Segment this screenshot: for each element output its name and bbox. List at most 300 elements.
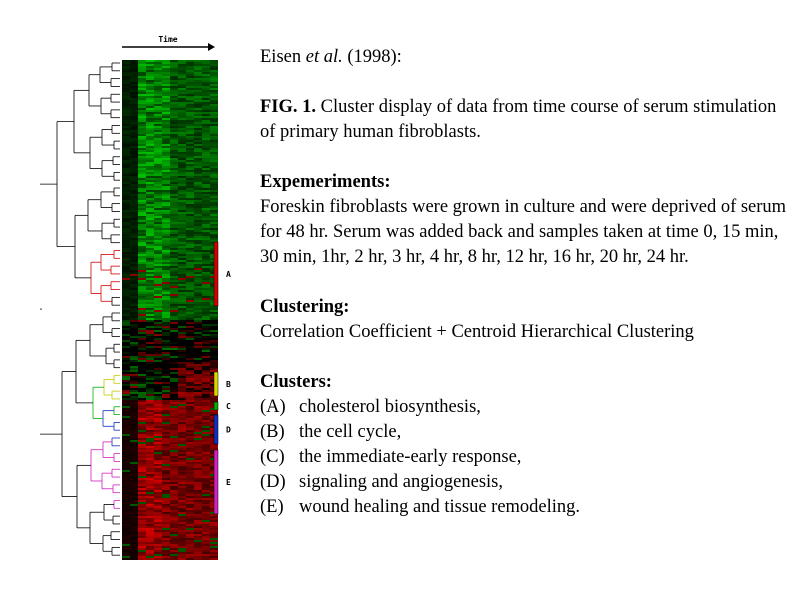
heatmap-cell xyxy=(178,376,186,378)
heatmap-cell xyxy=(130,368,138,370)
heatmap-cell xyxy=(130,260,138,262)
heatmap-cell xyxy=(170,126,178,128)
heatmap-cell xyxy=(162,288,170,290)
heatmap-cell xyxy=(154,510,162,512)
heatmap-cell xyxy=(170,314,178,316)
heatmap-cell xyxy=(178,166,186,168)
heatmap-cell xyxy=(146,88,154,90)
heatmap-cell xyxy=(154,90,162,92)
heatmap-cell xyxy=(130,312,138,314)
heatmap-cell xyxy=(170,252,178,254)
heatmap-cell xyxy=(154,476,162,478)
heatmap-cell xyxy=(170,448,178,450)
heatmap-cell xyxy=(194,304,202,306)
heatmap-cell xyxy=(154,428,162,430)
heatmap-cell xyxy=(162,474,170,476)
heatmap-cell xyxy=(202,188,210,190)
heatmap-cell xyxy=(186,272,194,274)
heatmap-cell xyxy=(138,558,146,560)
heatmap-cell xyxy=(122,94,130,96)
heatmap-cell xyxy=(202,240,210,242)
heatmap-cell xyxy=(202,274,210,276)
heatmap-cell xyxy=(130,428,138,430)
heatmap-cell xyxy=(122,278,130,280)
heatmap-cell xyxy=(186,146,194,148)
heatmap-cell xyxy=(122,64,130,66)
heatmap-cell xyxy=(146,244,154,246)
heatmap-cell xyxy=(138,510,146,512)
heatmap-cell xyxy=(210,214,218,216)
heatmap-cell xyxy=(202,462,210,464)
heatmap-cell xyxy=(202,454,210,456)
heatmap-cell xyxy=(154,464,162,466)
heatmap-cell xyxy=(162,108,170,110)
heatmap-cell xyxy=(194,76,202,78)
heatmap-cell xyxy=(186,184,194,186)
heatmap-cell xyxy=(202,322,210,324)
heatmap-cell xyxy=(154,152,162,154)
heatmap-cell xyxy=(146,506,154,508)
heatmap-cell xyxy=(202,304,210,306)
heatmap-cell xyxy=(186,512,194,514)
heatmap-cell xyxy=(154,328,162,330)
heatmap-cell xyxy=(202,290,210,292)
heatmap-cell xyxy=(170,108,178,110)
heatmap-cell xyxy=(178,132,186,134)
heatmap-cell xyxy=(178,528,186,530)
heatmap-cell xyxy=(210,98,218,100)
heatmap-cell xyxy=(170,494,178,496)
heatmap-cell xyxy=(162,168,170,170)
heatmap-cell xyxy=(170,414,178,416)
heatmap-cell xyxy=(202,148,210,150)
heatmap-cell xyxy=(138,352,146,354)
heatmap-cell xyxy=(170,416,178,418)
heatmap-cell xyxy=(210,444,218,446)
heatmap-cell xyxy=(154,202,162,204)
heatmap-cell xyxy=(138,532,146,534)
heatmap-cell xyxy=(130,122,138,124)
heatmap-cell xyxy=(162,364,170,366)
heatmap-cell xyxy=(210,334,218,336)
heatmap-cell xyxy=(138,170,146,172)
heatmap-cell xyxy=(178,520,186,522)
heatmap-cell xyxy=(154,140,162,142)
heatmap-cell xyxy=(186,94,194,96)
heatmap-cell xyxy=(210,140,218,142)
heatmap-cell xyxy=(194,158,202,160)
heatmap-cell xyxy=(130,366,138,368)
heatmap-cell xyxy=(170,268,178,270)
heatmap-cell xyxy=(202,96,210,98)
heatmap-cell xyxy=(210,120,218,122)
heatmap-cell xyxy=(210,224,218,226)
heatmap-cell xyxy=(122,168,130,170)
heatmap-cell xyxy=(162,76,170,78)
heatmap-cell xyxy=(194,132,202,134)
heatmap-cell xyxy=(122,60,130,62)
heatmap-cell xyxy=(130,236,138,238)
heatmap-cell xyxy=(210,148,218,150)
heatmap-cell xyxy=(170,106,178,108)
heatmap-cell xyxy=(154,276,162,278)
heatmap-cell xyxy=(162,362,170,364)
heatmap-cell xyxy=(186,78,194,80)
heatmap-cell xyxy=(202,456,210,458)
heatmap-cell xyxy=(130,498,138,500)
heatmap-cell xyxy=(154,558,162,560)
heatmap-cell xyxy=(146,82,154,84)
heatmap-cell xyxy=(162,112,170,114)
heatmap-cell xyxy=(210,80,218,82)
heatmap-cell xyxy=(146,302,154,304)
heatmap-cell xyxy=(154,502,162,504)
heatmap-cell xyxy=(122,296,130,298)
heatmap-cell xyxy=(138,356,146,358)
heatmap-cell xyxy=(202,508,210,510)
heatmap-cell xyxy=(186,360,194,362)
heatmap-cell xyxy=(210,348,218,350)
heatmap-cell xyxy=(154,422,162,424)
heatmap-cell xyxy=(186,312,194,314)
heatmap-cell xyxy=(162,214,170,216)
heatmap-cell xyxy=(202,128,210,130)
heatmap-cell xyxy=(122,110,130,112)
heatmap-cell xyxy=(138,542,146,544)
heatmap-cell xyxy=(154,366,162,368)
heatmap-cell xyxy=(154,142,162,144)
heatmap-cell xyxy=(154,506,162,508)
heatmap-cell xyxy=(122,154,130,156)
heatmap-cell xyxy=(122,354,130,356)
heatmap-cell xyxy=(122,184,130,186)
heatmap-cell xyxy=(178,368,186,370)
heatmap-cell xyxy=(122,240,130,242)
heatmap-cell xyxy=(194,110,202,112)
heatmap-cell xyxy=(186,374,194,376)
heatmap-cell xyxy=(210,396,218,398)
heatmap-cell xyxy=(194,204,202,206)
dendrogram xyxy=(40,63,120,555)
heatmap-cell xyxy=(146,394,154,396)
heatmap-cell xyxy=(122,122,130,124)
heatmap-cell xyxy=(170,204,178,206)
heatmap-cell xyxy=(178,186,186,188)
cluster-item xyxy=(260,420,790,445)
heatmap-cell xyxy=(162,386,170,388)
heatmap-cell xyxy=(194,120,202,122)
heatmap-cell xyxy=(178,254,186,256)
heatmap-cell xyxy=(202,94,210,96)
heatmap-cell xyxy=(162,98,170,100)
heatmap-cell xyxy=(162,400,170,402)
heatmap-cell xyxy=(154,354,162,356)
heatmap-cell xyxy=(178,64,186,66)
heatmap-cell xyxy=(122,448,130,450)
heatmap-cell xyxy=(154,526,162,528)
heatmap-cell xyxy=(202,228,210,230)
heatmap-cell xyxy=(138,394,146,396)
heatmap-cell xyxy=(154,114,162,116)
heatmap-cell xyxy=(178,106,186,108)
heatmap-cell xyxy=(154,490,162,492)
heatmap-cell xyxy=(130,468,138,470)
heatmap-cell xyxy=(138,242,146,244)
heatmap-cell xyxy=(178,462,186,464)
heatmap-cell xyxy=(202,442,210,444)
heatmap-cell xyxy=(194,346,202,348)
heatmap-cell xyxy=(122,92,130,94)
heatmap-cell xyxy=(130,412,138,414)
heatmap-cell xyxy=(210,184,218,186)
heatmap-cell xyxy=(130,230,138,232)
heatmap-cell xyxy=(122,272,130,274)
heatmap-cell xyxy=(138,322,146,324)
heatmap-cell xyxy=(194,508,202,510)
heatmap-cell xyxy=(130,252,138,254)
heatmap-cell xyxy=(194,468,202,470)
heatmap-cell xyxy=(178,110,186,112)
heatmap-cell xyxy=(154,286,162,288)
heatmap-cell xyxy=(202,270,210,272)
heatmap-cell xyxy=(162,262,170,264)
heatmap-cell xyxy=(178,342,186,344)
heatmap-cell xyxy=(122,430,130,432)
heatmap-cell xyxy=(138,226,146,228)
heatmap-cell xyxy=(122,194,130,196)
heatmap-cell xyxy=(194,398,202,400)
heatmap-cell xyxy=(178,96,186,98)
heatmap-cell xyxy=(202,272,210,274)
heatmap-cell xyxy=(194,98,202,100)
heatmap-cell xyxy=(130,462,138,464)
heatmap-cell xyxy=(154,504,162,506)
heatmap-cell xyxy=(202,520,210,522)
heatmap-cell xyxy=(178,416,186,418)
heatmap-cell xyxy=(186,188,194,190)
heatmap-cell xyxy=(138,160,146,162)
heatmap-cell xyxy=(154,184,162,186)
heatmap-cell xyxy=(138,362,146,364)
heatmap-cell xyxy=(146,152,154,154)
heatmap-cell xyxy=(186,494,194,496)
heatmap-cell xyxy=(154,334,162,336)
heatmap-cell xyxy=(122,96,130,98)
heatmap-cell xyxy=(146,214,154,216)
heatmap-cell xyxy=(210,110,218,112)
heatmap-cell xyxy=(162,182,170,184)
heatmap-cell xyxy=(138,174,146,176)
heatmap-cell xyxy=(146,390,154,392)
heatmap-cell xyxy=(138,76,146,78)
heatmap-cell xyxy=(138,348,146,350)
heatmap-cell xyxy=(146,410,154,412)
heatmap-cell xyxy=(138,534,146,536)
heatmap-cell xyxy=(186,536,194,538)
heatmap-cell xyxy=(170,288,178,290)
heatmap-cell xyxy=(154,392,162,394)
heatmap-cell xyxy=(186,68,194,70)
heatmap-cell xyxy=(194,296,202,298)
heatmap-cell xyxy=(202,184,210,186)
heatmap-cell xyxy=(194,474,202,476)
heatmap-cell xyxy=(154,122,162,124)
heatmap-cell xyxy=(194,420,202,422)
heatmap-cell xyxy=(178,292,186,294)
heatmap-cell xyxy=(194,122,202,124)
heatmap-cell xyxy=(170,544,178,546)
heatmap-cell xyxy=(202,432,210,434)
cluster-bar xyxy=(214,372,218,396)
heatmap-cell xyxy=(210,360,218,362)
heatmap-cell xyxy=(138,488,146,490)
heatmap-cell xyxy=(162,270,170,272)
heatmap-cell xyxy=(194,370,202,372)
heatmap-cell xyxy=(122,196,130,198)
heatmap-cell xyxy=(162,74,170,76)
heatmap-cell xyxy=(138,204,146,206)
heatmap-cell xyxy=(186,532,194,534)
heatmap-cell xyxy=(210,96,218,98)
heatmap-cell xyxy=(154,116,162,118)
heatmap-cell xyxy=(170,258,178,260)
heatmap-cell xyxy=(146,484,154,486)
heatmap-cell xyxy=(202,256,210,258)
heatmap-cell xyxy=(146,124,154,126)
heatmap-cell xyxy=(194,388,202,390)
heatmap-cell xyxy=(194,232,202,234)
heatmap-cell xyxy=(178,482,186,484)
heatmap-cell xyxy=(162,180,170,182)
heatmap-cell xyxy=(202,358,210,360)
heatmap-cell xyxy=(130,192,138,194)
heatmap-cell xyxy=(194,164,202,166)
heatmap-cell xyxy=(146,350,154,352)
heatmap-cell xyxy=(154,338,162,340)
heatmap-cell xyxy=(162,500,170,502)
heatmap-cell xyxy=(138,148,146,150)
heatmap-cell xyxy=(154,446,162,448)
heatmap-cell xyxy=(178,550,186,552)
heatmap-cell xyxy=(122,112,130,114)
heatmap-cell xyxy=(170,136,178,138)
heatmap-cell xyxy=(186,266,194,268)
heatmap-cell xyxy=(138,80,146,82)
heatmap-cell xyxy=(178,424,186,426)
heatmap-cell xyxy=(122,494,130,496)
heatmap-cell xyxy=(210,218,218,220)
heatmap-cell xyxy=(138,202,146,204)
heatmap-cell xyxy=(178,114,186,116)
heatmap-cell xyxy=(194,174,202,176)
heatmap-cell xyxy=(178,546,186,548)
heatmap-cell xyxy=(210,166,218,168)
heatmap-cell xyxy=(186,228,194,230)
heatmap-cell xyxy=(178,152,186,154)
heatmap-cell xyxy=(122,348,130,350)
heatmap-cell xyxy=(154,166,162,168)
heatmap-cell xyxy=(170,190,178,192)
heatmap-cell xyxy=(162,260,170,262)
heatmap-cell xyxy=(138,346,146,348)
heatmap-cell xyxy=(178,120,186,122)
heatmap-cell xyxy=(186,298,194,300)
heatmap-cell xyxy=(138,256,146,258)
heatmap-cell xyxy=(138,380,146,382)
heatmap-cell xyxy=(130,400,138,402)
heatmap-cell xyxy=(146,158,154,160)
heatmap-cell xyxy=(138,104,146,106)
heatmap-cell xyxy=(130,288,138,290)
heatmap-cell xyxy=(122,182,130,184)
heatmap-cell xyxy=(130,316,138,318)
heatmap-cell xyxy=(178,112,186,114)
heatmap-cell xyxy=(162,498,170,500)
heatmap-cell xyxy=(122,536,130,538)
heatmap-cell xyxy=(178,194,186,196)
heatmap-cell xyxy=(130,222,138,224)
heatmap-cell xyxy=(202,154,210,156)
heatmap-cell xyxy=(186,394,194,396)
heatmap-cell xyxy=(154,402,162,404)
heatmap-cell xyxy=(138,468,146,470)
heatmap-cell xyxy=(154,448,162,450)
heatmap-cell xyxy=(146,292,154,294)
heatmap-cell xyxy=(146,374,154,376)
heatmap-cell xyxy=(210,196,218,198)
heatmap-cell xyxy=(194,260,202,262)
heatmap-cell xyxy=(170,412,178,414)
heatmap-cell xyxy=(146,238,154,240)
heatmap-cell xyxy=(154,214,162,216)
heatmap-cell xyxy=(122,100,130,102)
heatmap-cell xyxy=(154,234,162,236)
heatmap-cell xyxy=(210,64,218,66)
heatmap-cell xyxy=(130,128,138,130)
heatmap-cell xyxy=(162,504,170,506)
heatmap-cell xyxy=(154,466,162,468)
heatmap-cell xyxy=(162,268,170,270)
heatmap-cell xyxy=(178,214,186,216)
heatmap-cell xyxy=(130,550,138,552)
heatmap-cell xyxy=(122,542,130,544)
heatmap-cell xyxy=(178,388,186,390)
heatmap-cell xyxy=(146,220,154,222)
heatmap-cell xyxy=(186,138,194,140)
heatmap-cell xyxy=(170,476,178,478)
heatmap-cell xyxy=(170,424,178,426)
heatmap-cell xyxy=(122,138,130,140)
heatmap-cell xyxy=(170,338,178,340)
heatmap-cell xyxy=(130,76,138,78)
heatmap-cell xyxy=(170,166,178,168)
heatmap-cell xyxy=(162,524,170,526)
heatmap-cell xyxy=(146,352,154,354)
heatmap-cell xyxy=(138,140,146,142)
heatmap-cell xyxy=(170,546,178,548)
heatmap-cell xyxy=(186,134,194,136)
heatmap-cell xyxy=(202,198,210,200)
heatmap-cell xyxy=(162,278,170,280)
heatmap-cell xyxy=(178,394,186,396)
heatmap-cell xyxy=(178,426,186,428)
heatmap-cell xyxy=(138,268,146,270)
heatmap-cell xyxy=(178,358,186,360)
heatmap-cell xyxy=(138,530,146,532)
heatmap-cell xyxy=(186,396,194,398)
time-axis-label: Time xyxy=(158,35,178,44)
heatmap-cell xyxy=(210,112,218,114)
